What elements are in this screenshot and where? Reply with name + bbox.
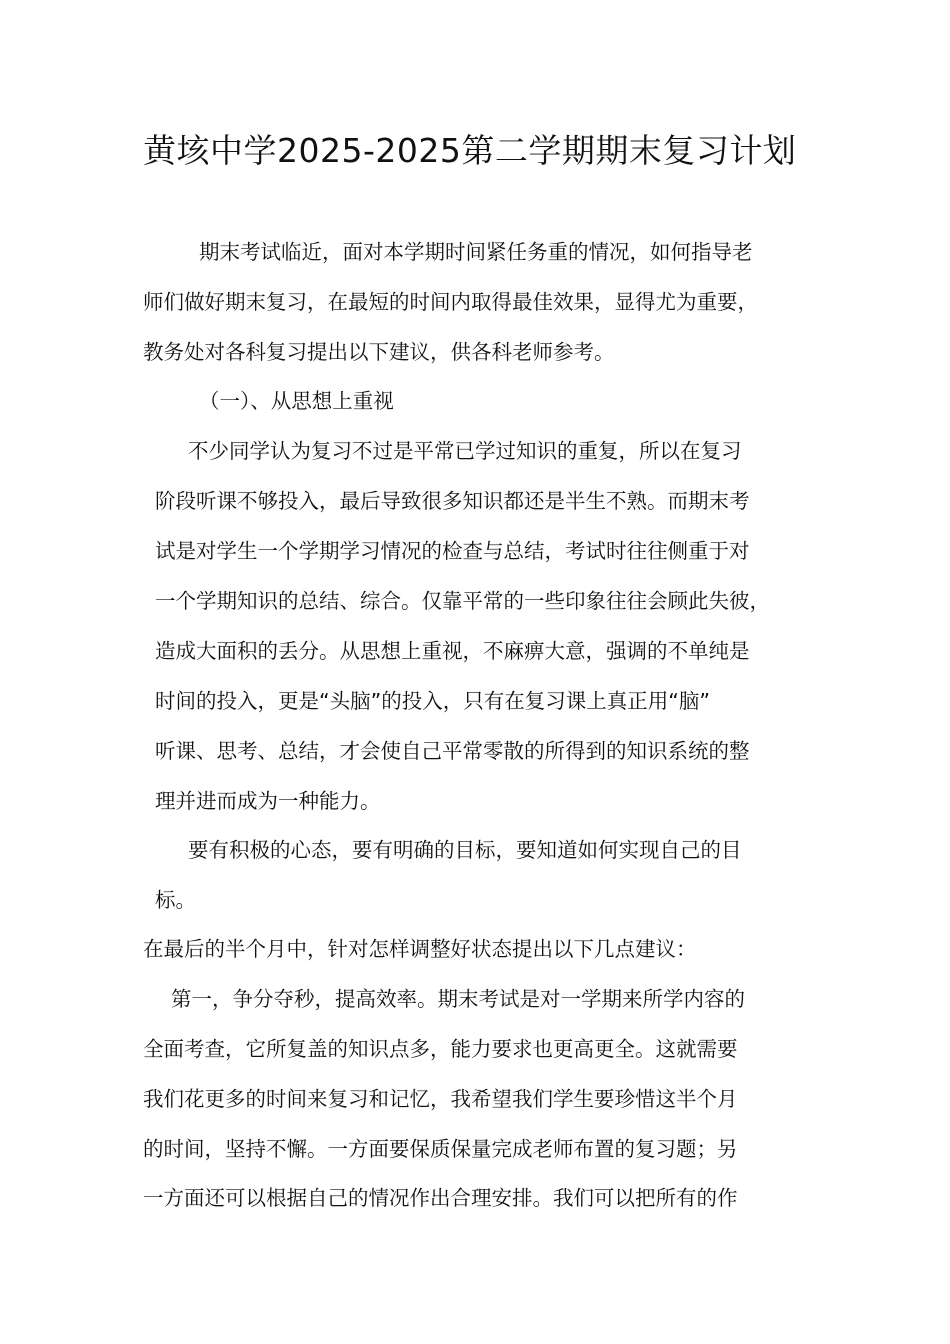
body-line: 全面考查，它所复盖的知识点多，能力要求也更高更全。这就需要 xyxy=(143,1037,738,1061)
body-line: 的时间，坚持不懈。一方面要保质保量完成老师布置的复习题；另 xyxy=(143,1137,738,1161)
body-line: 标。 xyxy=(155,888,196,912)
body-line: 一个学期知识的总结、综合。仅靠平常的一些印象往往会顾此失彼， xyxy=(155,589,770,613)
body-line: 听课、思考、总结，才会使自己平常零散的所得到的知识系统的整 xyxy=(155,739,750,763)
body-line: 一方面还可以根据自己的情况作出合理安排。我们可以把所有的作 xyxy=(143,1186,738,1210)
body-line: 不少同学认为复习不过是平常已学过知识的重复，所以在复习 xyxy=(188,439,742,463)
body-line: 造成大面积的丢分。从思想上重视，不麻痹大意，强调的不单纯是 xyxy=(155,639,750,663)
body-line: 师们做好期末复习，在最短的时间内取得最佳效果，显得尤为重要， xyxy=(143,290,758,314)
body-line: 理并进而成为一种能力。 xyxy=(155,789,381,813)
body-line: 阶段听课不够投入，最后导致很多知识都还是半生不熟。而期末考 xyxy=(155,489,750,513)
body-line: 教务处对各科复习提出以下建议，供各科老师参考。 xyxy=(143,340,615,364)
section-heading: （一）、从思想上重视 xyxy=(199,389,394,413)
body-line: 我们花更多的时间来复习和记忆，我希望我们学生要珍惜这半个月 xyxy=(143,1087,738,1111)
body-line: 第一，争分夺秒，提高效率。期末考试是对一学期来所学内容的 xyxy=(171,987,745,1011)
body-line: 要有积极的心态，要有明确的目标，要知道如何实现自己的目 xyxy=(188,838,742,862)
body-line: 期末考试临近，面对本学期时间紧任务重的情况，如何指导老 xyxy=(199,240,753,264)
body-line: 时间的投入，更是“头脑”的投入，只有在复习课上真正用“脑” xyxy=(155,689,710,713)
body-line: 试是对学生一个学期学习情况的检查与总结，考试时往往侧重于对 xyxy=(155,539,750,563)
document-title: 黄垓中学2025-2025第二学期期末复习计划 xyxy=(143,131,797,170)
body-line: 在最后的半个月中，针对怎样调整好状态提出以下几点建议： xyxy=(143,937,697,961)
